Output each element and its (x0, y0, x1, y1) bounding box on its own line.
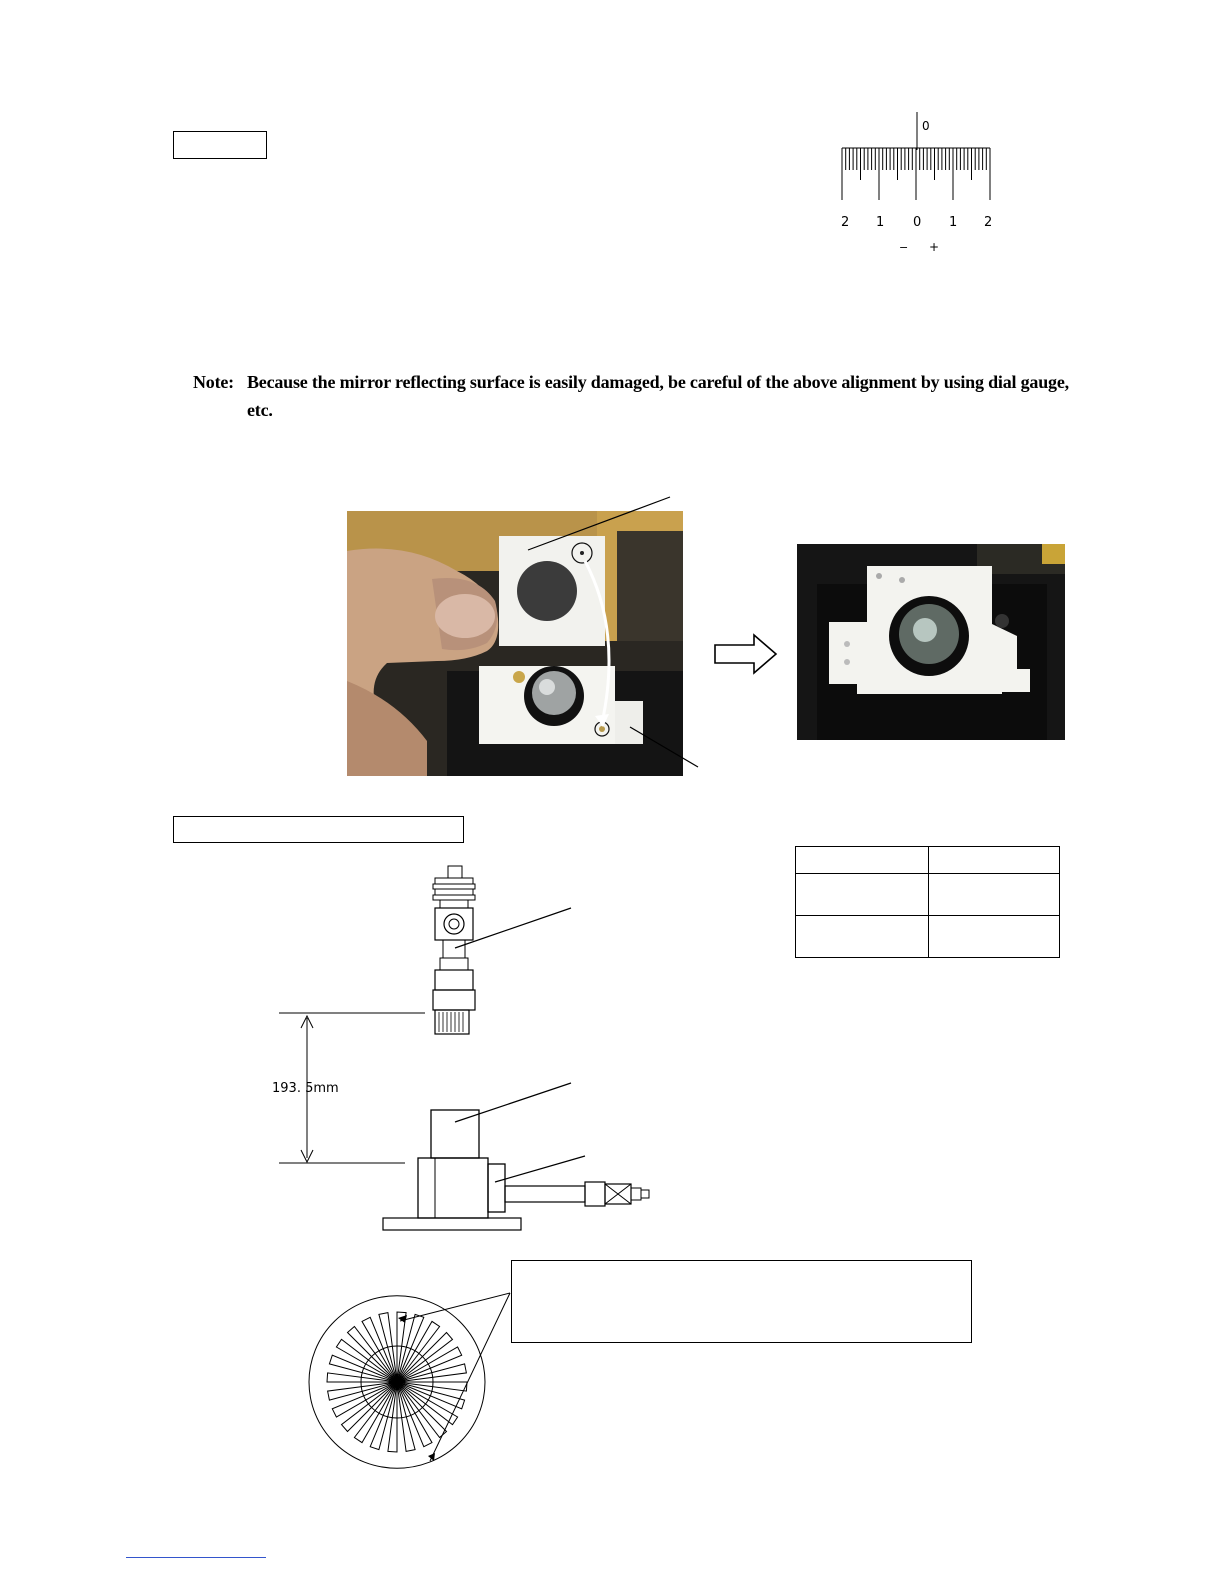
spec-table (795, 846, 1060, 958)
scale-number: 1 (876, 215, 885, 230)
note-text-line-1: Because the mirror reflecting surface is easily damaged, be careful of the above alignment by using dial gauge, (247, 372, 1069, 392)
scale-minus-sign: − (899, 241, 909, 254)
footer-link-underline[interactable] (126, 1557, 266, 1560)
note-label: Note: (193, 372, 234, 392)
section-label-box-middle (173, 816, 464, 843)
scale-number: 2 (984, 215, 993, 230)
scale-ticks (842, 148, 990, 200)
table-row (796, 847, 1060, 874)
target-center-dot (393, 1378, 401, 1386)
table-row (796, 916, 1060, 958)
scale-number: 0 (913, 215, 922, 230)
photo-assembled-holder (797, 544, 1065, 740)
photo-leader-lines (520, 492, 700, 782)
star-spokes (309, 1296, 485, 1468)
scale-number: 1 (949, 215, 958, 230)
dimension-label: 193. 5mm (272, 1081, 339, 1096)
setup-diagram (255, 858, 725, 1238)
scale-top-label: 0 (922, 119, 930, 133)
scale-number: 2 (841, 215, 850, 230)
siemens-star-target (295, 1285, 520, 1470)
scale-plus-sign: + (929, 240, 940, 254)
section-label-box-top (173, 131, 267, 159)
table-row (796, 874, 1060, 916)
callout-box (511, 1260, 972, 1343)
note-text-line-2: etc. (247, 400, 273, 420)
vernier-scale-figure (830, 110, 1005, 260)
right-arrow-icon (712, 632, 782, 676)
